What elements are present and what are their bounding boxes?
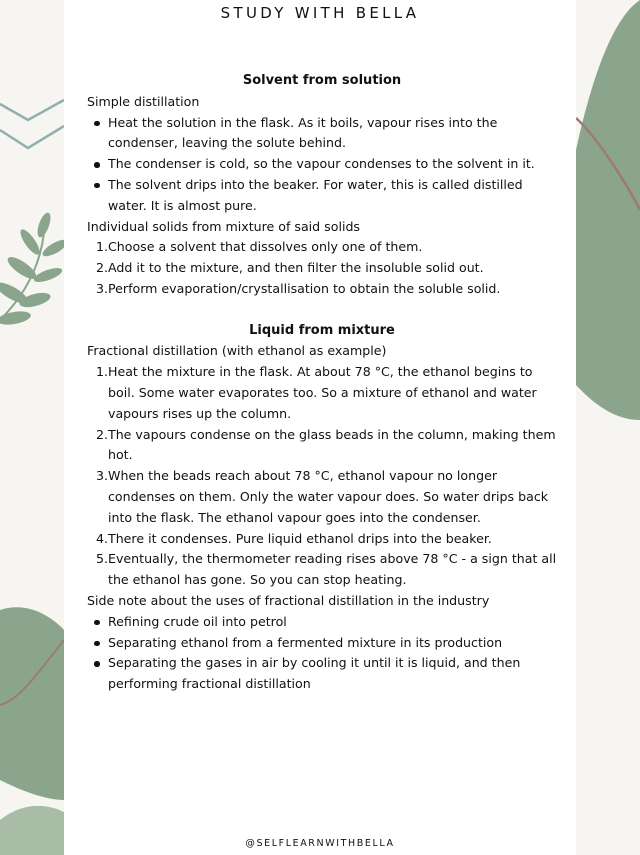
list-item: 2. Add it to the mixture, and then filter the insoluble solid out. <box>96 260 484 276</box>
notes-content <box>87 71 557 695</box>
list-item: Separating the gases in air by cooling it until it is liquid, and then performing fractional distillation <box>87 653 557 695</box>
list-item: 1. Heat the mixture in the flask. At about 78 °C, the ethanol begins to boil. Some water evaporates too. So a mixture of ethanol and water vapours rises up the column. <box>96 364 537 421</box>
list-item: Refining crude oil into petrol <box>87 612 557 633</box>
list-item: Separating ethanol from a fermented mixture in its production <box>87 633 557 654</box>
bullet-list <box>87 113 557 217</box>
list-item: The solvent drips into the beaker. For water, this is called distilled water. It is almost pure. <box>87 175 557 217</box>
fern-sprig <box>0 211 70 327</box>
left-bottom-leaf-shape <box>0 607 64 800</box>
list-item: 4. There it condenses. Pure liquid ethanol drips into the beaker. <box>96 530 492 546</box>
right-leaf-shape <box>576 0 640 420</box>
section-title: Liquid from mixture <box>249 322 395 338</box>
list-item: The condenser is cold, so the vapour condenses to the solvent in it. <box>87 154 557 175</box>
block-heading: Fractional distillation (with ethanol as example) <box>87 343 387 359</box>
block-heading: Simple distillation <box>87 93 200 109</box>
page-header: STUDY WITH BELLA <box>220 4 420 22</box>
footer-handle: @SELFLEARNWITHBELLA <box>245 838 395 849</box>
bullet-list <box>87 612 557 695</box>
list-item: 1. Choose a solvent that dissolves only one of them. <box>96 239 423 255</box>
list-item: 5. Eventually, the thermometer reading rises above 78 °C - a sign that all the ethanol has gone. So you can stop heating. <box>96 551 557 588</box>
chevron-bottom <box>0 126 64 148</box>
section-title: Solvent from solution <box>242 73 402 88</box>
block-heading: Individual solids from mixture of said solids <box>87 218 360 234</box>
numbered-list <box>87 362 557 591</box>
list-item: 3. When the beads reach about 78 °C, ethanol vapour no longer condenses on them. Only the water vapour does. So water drips back into the flask. The ethanol vapour goes into the condenser. <box>96 468 549 525</box>
list-item: 3. Perform evaporation/crystallisation to obtain the soluble solid. <box>96 280 501 296</box>
list-item: Heat the solution in the flask. As it boils, vapour rises into the condenser, leaving the solute behind. <box>87 113 557 155</box>
numbered-list <box>87 237 557 299</box>
block-heading: Side note about the uses of fractional distillation in the industry <box>87 592 490 608</box>
list-item: 2. The vapours condense on the glass beads in the column, making them hot. <box>96 426 556 463</box>
chevron-top <box>0 100 64 120</box>
